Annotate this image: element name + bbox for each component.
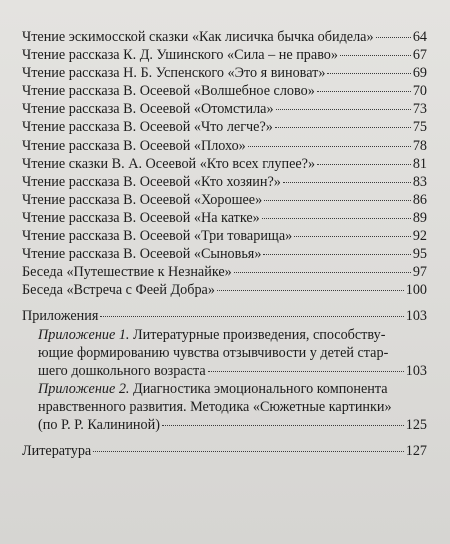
leader-dots	[162, 425, 404, 426]
toc-entry	[22, 209, 427, 227]
toc-entry-title: Чтение рассказа В. Осеевой «Три товарища»	[22, 228, 293, 245]
toc-entry	[22, 245, 427, 263]
toc-entry-page: 89	[412, 209, 427, 226]
toc-entry	[22, 64, 427, 82]
appendix-text-line: нравственного развития. Методика «Сюжетные картинки»	[38, 398, 392, 415]
leader-dots	[283, 182, 411, 183]
leader-dots	[262, 218, 411, 219]
toc-entry-literature	[22, 442, 427, 460]
toc-entry-title: Беседа «Путешествие к Незнайке»	[22, 264, 232, 281]
leader-dots	[276, 109, 411, 110]
leader-dots	[340, 55, 411, 56]
leader-dots	[248, 146, 411, 147]
toc-entry-title: Чтение рассказа К. Д. Ушинского «Сила – не право»	[22, 47, 338, 64]
toc-entry-appendix-1	[22, 326, 427, 380]
toc-entry-page: 97	[412, 264, 427, 281]
toc-entry	[22, 46, 427, 64]
toc-entry-title: Чтение рассказа В. Осеевой «Волшебное слово»	[22, 83, 315, 100]
toc-entry-title: Чтение рассказа В. Осеевой «Что легче?»	[22, 119, 273, 136]
toc-entry-page: 83	[412, 173, 427, 190]
toc-entry-page: 125	[405, 416, 427, 433]
toc-entry	[22, 118, 427, 136]
toc-entry-page: 100	[405, 282, 427, 299]
toc-entry-appendices	[22, 307, 427, 325]
toc-entry	[22, 281, 427, 299]
toc-entry-title: Чтение рассказа В. Осеевой «Хорошее»	[22, 191, 263, 208]
toc-entry-page: 73	[412, 101, 427, 118]
appendix-text-line: (по Р. Р. Калининой)	[38, 416, 160, 433]
leader-dots	[294, 236, 411, 237]
toc-entry-appendix-2	[22, 380, 427, 434]
leader-dots	[317, 164, 411, 165]
toc-entry-title: Чтение рассказа В. Осеевой «На катке»	[22, 209, 260, 226]
toc-entry-title: Чтение эскимосской сказки «Как лисичка бычка обидела»	[22, 29, 374, 45]
toc-entry-title: Чтение рассказа В. Осеевой «Отомстила»	[22, 101, 274, 118]
toc-entry	[22, 28, 427, 46]
appendix-text-line: Диагностика эмоционального компонента	[133, 380, 388, 397]
leader-dots	[217, 290, 404, 291]
table-of-contents	[22, 28, 427, 460]
leader-dots	[93, 451, 403, 452]
leader-dots	[327, 73, 410, 74]
toc-entry-title: Литература	[22, 443, 92, 460]
toc-entries	[22, 28, 427, 299]
toc-entry	[22, 82, 427, 100]
toc-entry-title: Чтение рассказа Н. Б. Успенского «Это я виноват»	[22, 65, 326, 82]
leader-dots	[264, 200, 411, 201]
toc-entry	[22, 137, 427, 155]
toc-entry-page: 127	[405, 443, 427, 460]
toc-entry-title: Чтение сказки В. А. Осеевой «Кто всех глупее?»	[22, 155, 316, 172]
toc-entry-page: 75	[412, 119, 427, 136]
toc-entry	[22, 173, 427, 191]
appendix-text-line: ющие формированию чувства отзывчивости у детей стар-	[38, 344, 389, 361]
toc-entry-page: 69	[412, 65, 427, 82]
toc-entry-title: Чтение рассказа В. Осеевой «Плохо»	[22, 137, 246, 154]
leader-dots	[100, 316, 403, 317]
appendix-text-line: Литературные произведения, способству-	[133, 326, 386, 343]
appendix-text-line: шего дошкольного возраста	[38, 362, 206, 379]
toc-entry-page: 78	[412, 137, 427, 154]
toc-entry-title: Чтение рассказа В. Осеевой «Кто хозяин?»	[22, 173, 281, 190]
toc-entry-page: 86	[412, 191, 427, 208]
toc-entry-title: Приложения	[22, 308, 99, 325]
leader-dots	[275, 127, 411, 128]
toc-entry-page: 70	[412, 83, 427, 100]
toc-entry	[22, 155, 427, 173]
toc-entry-title: Чтение рассказа В. Осеевой «Сыновья»	[22, 246, 262, 263]
leader-dots	[317, 91, 411, 92]
toc-entry-page: 64	[412, 29, 427, 45]
appendix-label: Приложение 1.	[38, 326, 130, 343]
leader-dots	[234, 272, 411, 273]
toc-entry-page: 81	[412, 155, 427, 172]
toc-entry	[22, 100, 427, 118]
toc-entry-page: 67	[412, 47, 427, 64]
leader-dots	[263, 254, 410, 255]
toc-entry-page: 92	[412, 228, 427, 245]
toc-entry-title: Беседа «Встреча с Феей Добра»	[22, 282, 215, 299]
leader-dots	[376, 37, 411, 38]
toc-entry-page: 103	[405, 308, 427, 325]
leader-dots	[208, 371, 404, 372]
toc-entry	[22, 263, 427, 281]
appendix-label: Приложение 2.	[38, 380, 130, 397]
toc-entry-page: 103	[405, 362, 427, 379]
toc-entry-page: 95	[412, 246, 427, 263]
toc-entry	[22, 227, 427, 245]
toc-entry	[22, 191, 427, 209]
